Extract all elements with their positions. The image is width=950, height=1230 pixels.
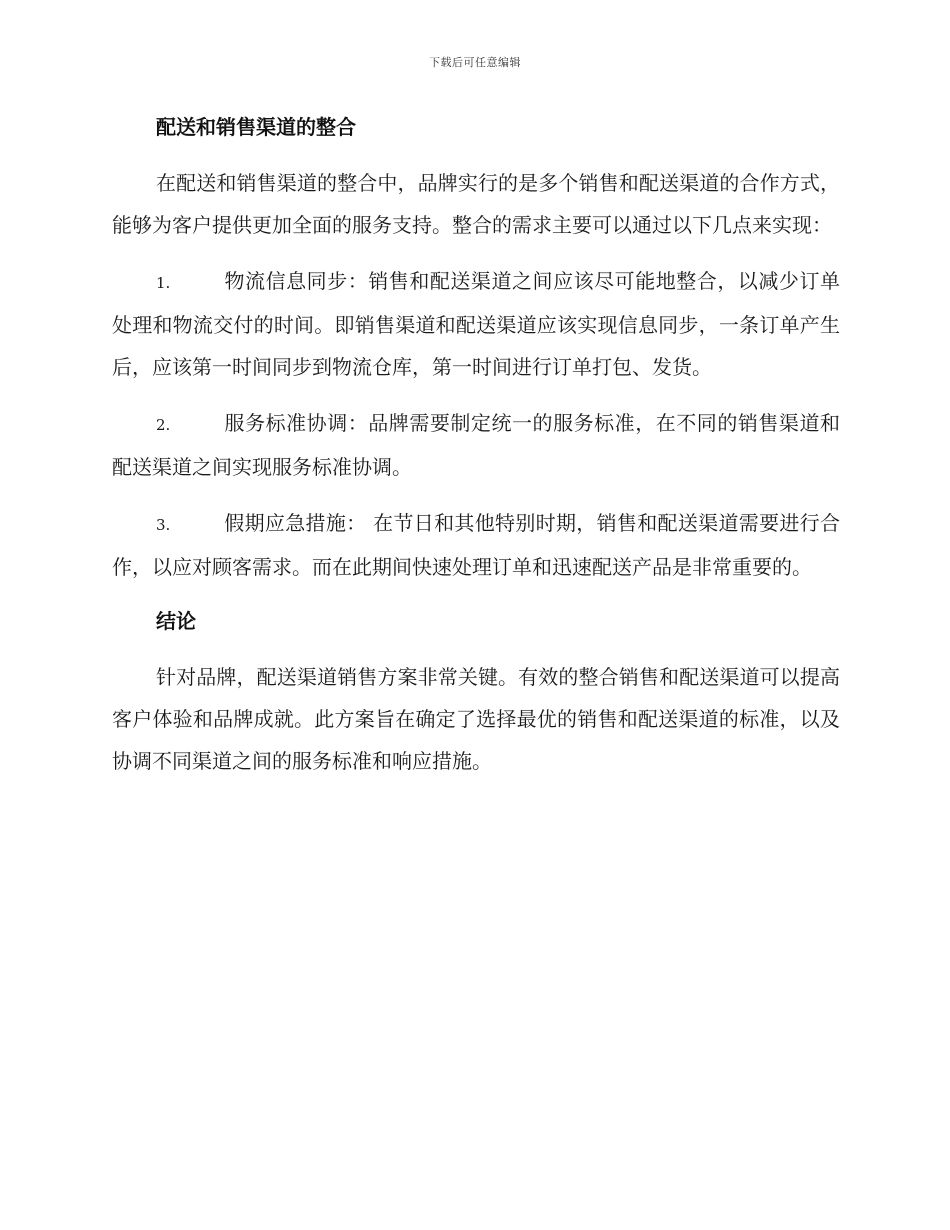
conclusion-paragraph: 针对品牌，配送渠道销售方案非常关键。有效的整合销售和配送渠道可以提高客户体验和品牌成就。此方案旨在确定了选择最优的销售和配送渠道的标准，以及协调不同渠道之间的服务标准和响应措施。 <box>112 665 840 773</box>
list-item-1 <box>112 260 840 388</box>
list-text-3: 假期应急措施： 在节日和其他特别时期，销售和配送渠道需要进行合作，以应对顾客需求。而在此期间快速处理订单和迅速配送产品是非常重要的。 <box>112 511 840 579</box>
intro-paragraph: 在配送和销售渠道的整合中，品牌实行的是多个销售和配送渠道的合作方式，能够为客户提供更加全面的服务支持。整合的需求主要可以通过以下几点来实现： <box>112 171 840 237</box>
section-heading-integration: 配送和销售渠道的整合 <box>156 115 356 139</box>
page-header-note: 下载后可任意编辑 <box>429 56 521 69</box>
list-number-1: 1. <box>156 274 171 292</box>
list-item-3 <box>112 502 840 588</box>
document-body <box>112 108 840 796</box>
list-item-2 <box>112 402 840 488</box>
list-text-1: 物流信息同步：销售和配送渠道之间应该尽可能地整合，以减少订单处理和物流交付的时间。即销售渠道和配送渠道应该实现信息同步，一条订单产生后，应该第一时间同步到物流仓库，第一时间进行订单打包、发货。 <box>112 269 840 379</box>
list-number-2: 2. <box>156 416 171 434</box>
section-heading-conclusion: 结论 <box>156 609 196 633</box>
list-text-2: 服务标准协调：品牌需要制定统一的服务标准，在不同的销售渠道和配送渠道之间实现服务标准协调。 <box>112 411 840 479</box>
list-number-3: 3. <box>156 516 171 534</box>
